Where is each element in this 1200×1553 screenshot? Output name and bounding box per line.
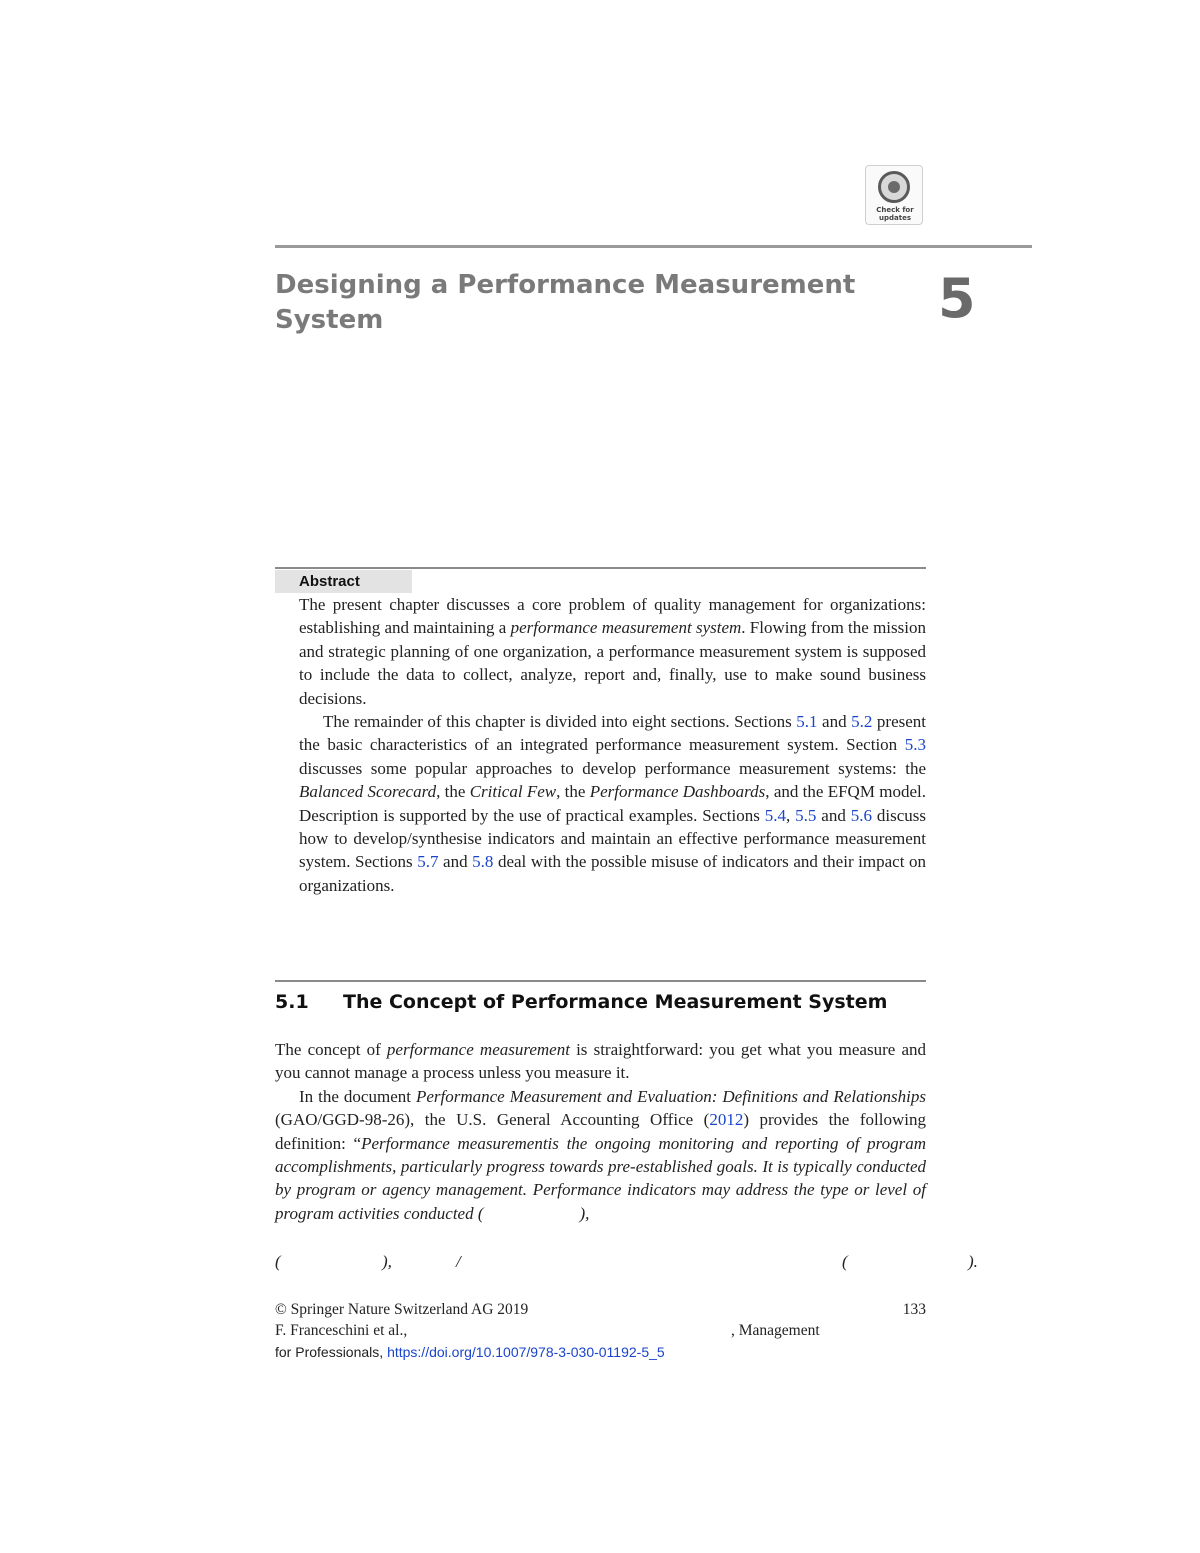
quote-tail: ),: [579, 1203, 590, 1223]
abstract-paragraph-2: [299, 710, 926, 897]
section-link-5-8[interactable]: 5.8: [472, 852, 494, 872]
fragment-close-paren-2: ).: [968, 1252, 978, 1271]
section-link-5-7[interactable]: 5.7: [417, 852, 439, 872]
body-p1-text-2: is straightforward: you get what you measure and you cannot manage a process unless you measure it.: [275, 1040, 926, 1083]
section-heading: [275, 988, 926, 1016]
chapter-title-line2: System: [275, 305, 384, 335]
chapter-top-rule: [275, 245, 1032, 248]
section-link-5-6[interactable]: 5.6: [850, 805, 872, 825]
abstract-p2-text: ,: [786, 805, 796, 825]
abstract-p2-text: present the basic characteristics of an integrated performance measurement system. Section: [299, 712, 927, 755]
footer-series-line2: [275, 1342, 665, 1362]
definition-quote: Performance measurementis the ongoing monitoring and reporting of program accomplishments, particularly progress towards pre-established goals. It is typically conducted by program or agency management. Performance indicators may address the type or level of program activities conducted (: [275, 1133, 926, 1223]
section-link-5-2[interactable]: 5.2: [851, 712, 873, 732]
abstract-p2-text: discusses some popular approaches to develop performance measurement systems: the: [299, 758, 926, 778]
body-paragraph-2: [275, 1085, 926, 1225]
section-link-5-5[interactable]: 5.5: [795, 805, 817, 825]
chapter-title: [275, 268, 875, 338]
emphasis-performance-dashboards: Performance Dashboards: [589, 782, 766, 802]
abstract-rule: [275, 567, 926, 569]
abstract-label: Abstract: [299, 573, 360, 590]
abstract-p2-text: The remainder of this chapter is divided into eight sections. Sections: [323, 712, 797, 732]
section-number: 5.1: [275, 991, 309, 1013]
abstract-p2-text: and: [438, 852, 473, 872]
body-text: [275, 1038, 926, 1225]
emphasis-critical-few: Critical Few: [469, 782, 557, 802]
body-p2-text: (GAO/GGD-98-26), the U.S. General Accounting Office (: [275, 1110, 710, 1130]
abstract-p2-text: deal with the possible misuse of indicators and their impact on organizations.: [299, 852, 926, 895]
abstract-p1-text: The present chapter discusses a core problem of quality management for organizations: establishing and maintaining a: [299, 595, 926, 638]
page-number: 133: [902, 1301, 926, 1318]
badge-line1: Check for: [876, 206, 914, 214]
section-title: The Concept of Performance Measurement System: [343, 991, 888, 1013]
body-p1-text: The concept of: [275, 1040, 387, 1059]
fragment-open-paren-1: (: [275, 1252, 281, 1271]
abstract-p2-text: and: [817, 712, 852, 732]
section-rule: [275, 980, 926, 982]
chapter-number: 5: [938, 267, 976, 330]
fragment-close-paren-1: ),: [382, 1252, 392, 1271]
footer-copyright: © Springer Nature Switzerland AG 2019: [275, 1301, 529, 1318]
body-p2-text: ) provides the following definition: “: [275, 1110, 926, 1153]
abstract-p2-text: , the: [556, 782, 590, 802]
footer-authors: F. Franceschini et al.,: [275, 1322, 408, 1339]
check-for-updates-icon: [878, 171, 910, 203]
abstract-p2-text: , the: [436, 782, 470, 802]
check-for-updates-badge[interactable]: [865, 165, 923, 225]
body-paragraph-1: [275, 1038, 926, 1085]
abstract-p2-text: , and the EFQM model. Description is supported by the use of practical examples. Sections: [299, 782, 926, 825]
body-p2-text: In the document: [299, 1086, 416, 1106]
body-p1-emphasis: performance measurement: [386, 1040, 570, 1059]
abstract-text: [299, 593, 926, 897]
emphasis-balanced-scorecard: Balanced Scorecard: [299, 782, 437, 802]
fragment-slash: /: [456, 1252, 461, 1271]
section-link-5-3[interactable]: 5.3: [904, 735, 926, 755]
doi-link[interactable]: https://doi.org/10.1007/978-3-030-01192-5_5: [387, 1344, 665, 1360]
footer-series-text: for Professionals,: [275, 1344, 388, 1360]
abstract-paragraph-1: [299, 593, 926, 710]
abstract-p2-text: and: [816, 805, 851, 825]
document-title-emphasis: Performance Measurement and Evaluation: Definitions and Relationships: [415, 1086, 926, 1106]
chapter-title-line1: Designing a Performance Measurement: [275, 270, 856, 300]
abstract-p1-emphasis: performance measurement system: [510, 618, 742, 638]
citation-link-2012[interactable]: 2012: [709, 1110, 744, 1130]
badge-line2: updates: [879, 214, 911, 222]
section-link-5-1[interactable]: 5.1: [796, 712, 818, 732]
section-link-5-4[interactable]: 5.4: [764, 805, 787, 825]
abstract-p2-text: discuss how to develop/synthesise indicators and maintain an effective performance measurement system. Sections: [299, 805, 926, 872]
fragment-open-paren-2: (: [842, 1252, 848, 1271]
abstract-p1-text-2: . Flowing from the mission and strategic planning of one organization, a performance measurement system is supposed to include the data to collect, analyze, report and, finally, use to make sound business decisions.: [299, 618, 926, 708]
footer-series: , Management: [731, 1322, 820, 1339]
